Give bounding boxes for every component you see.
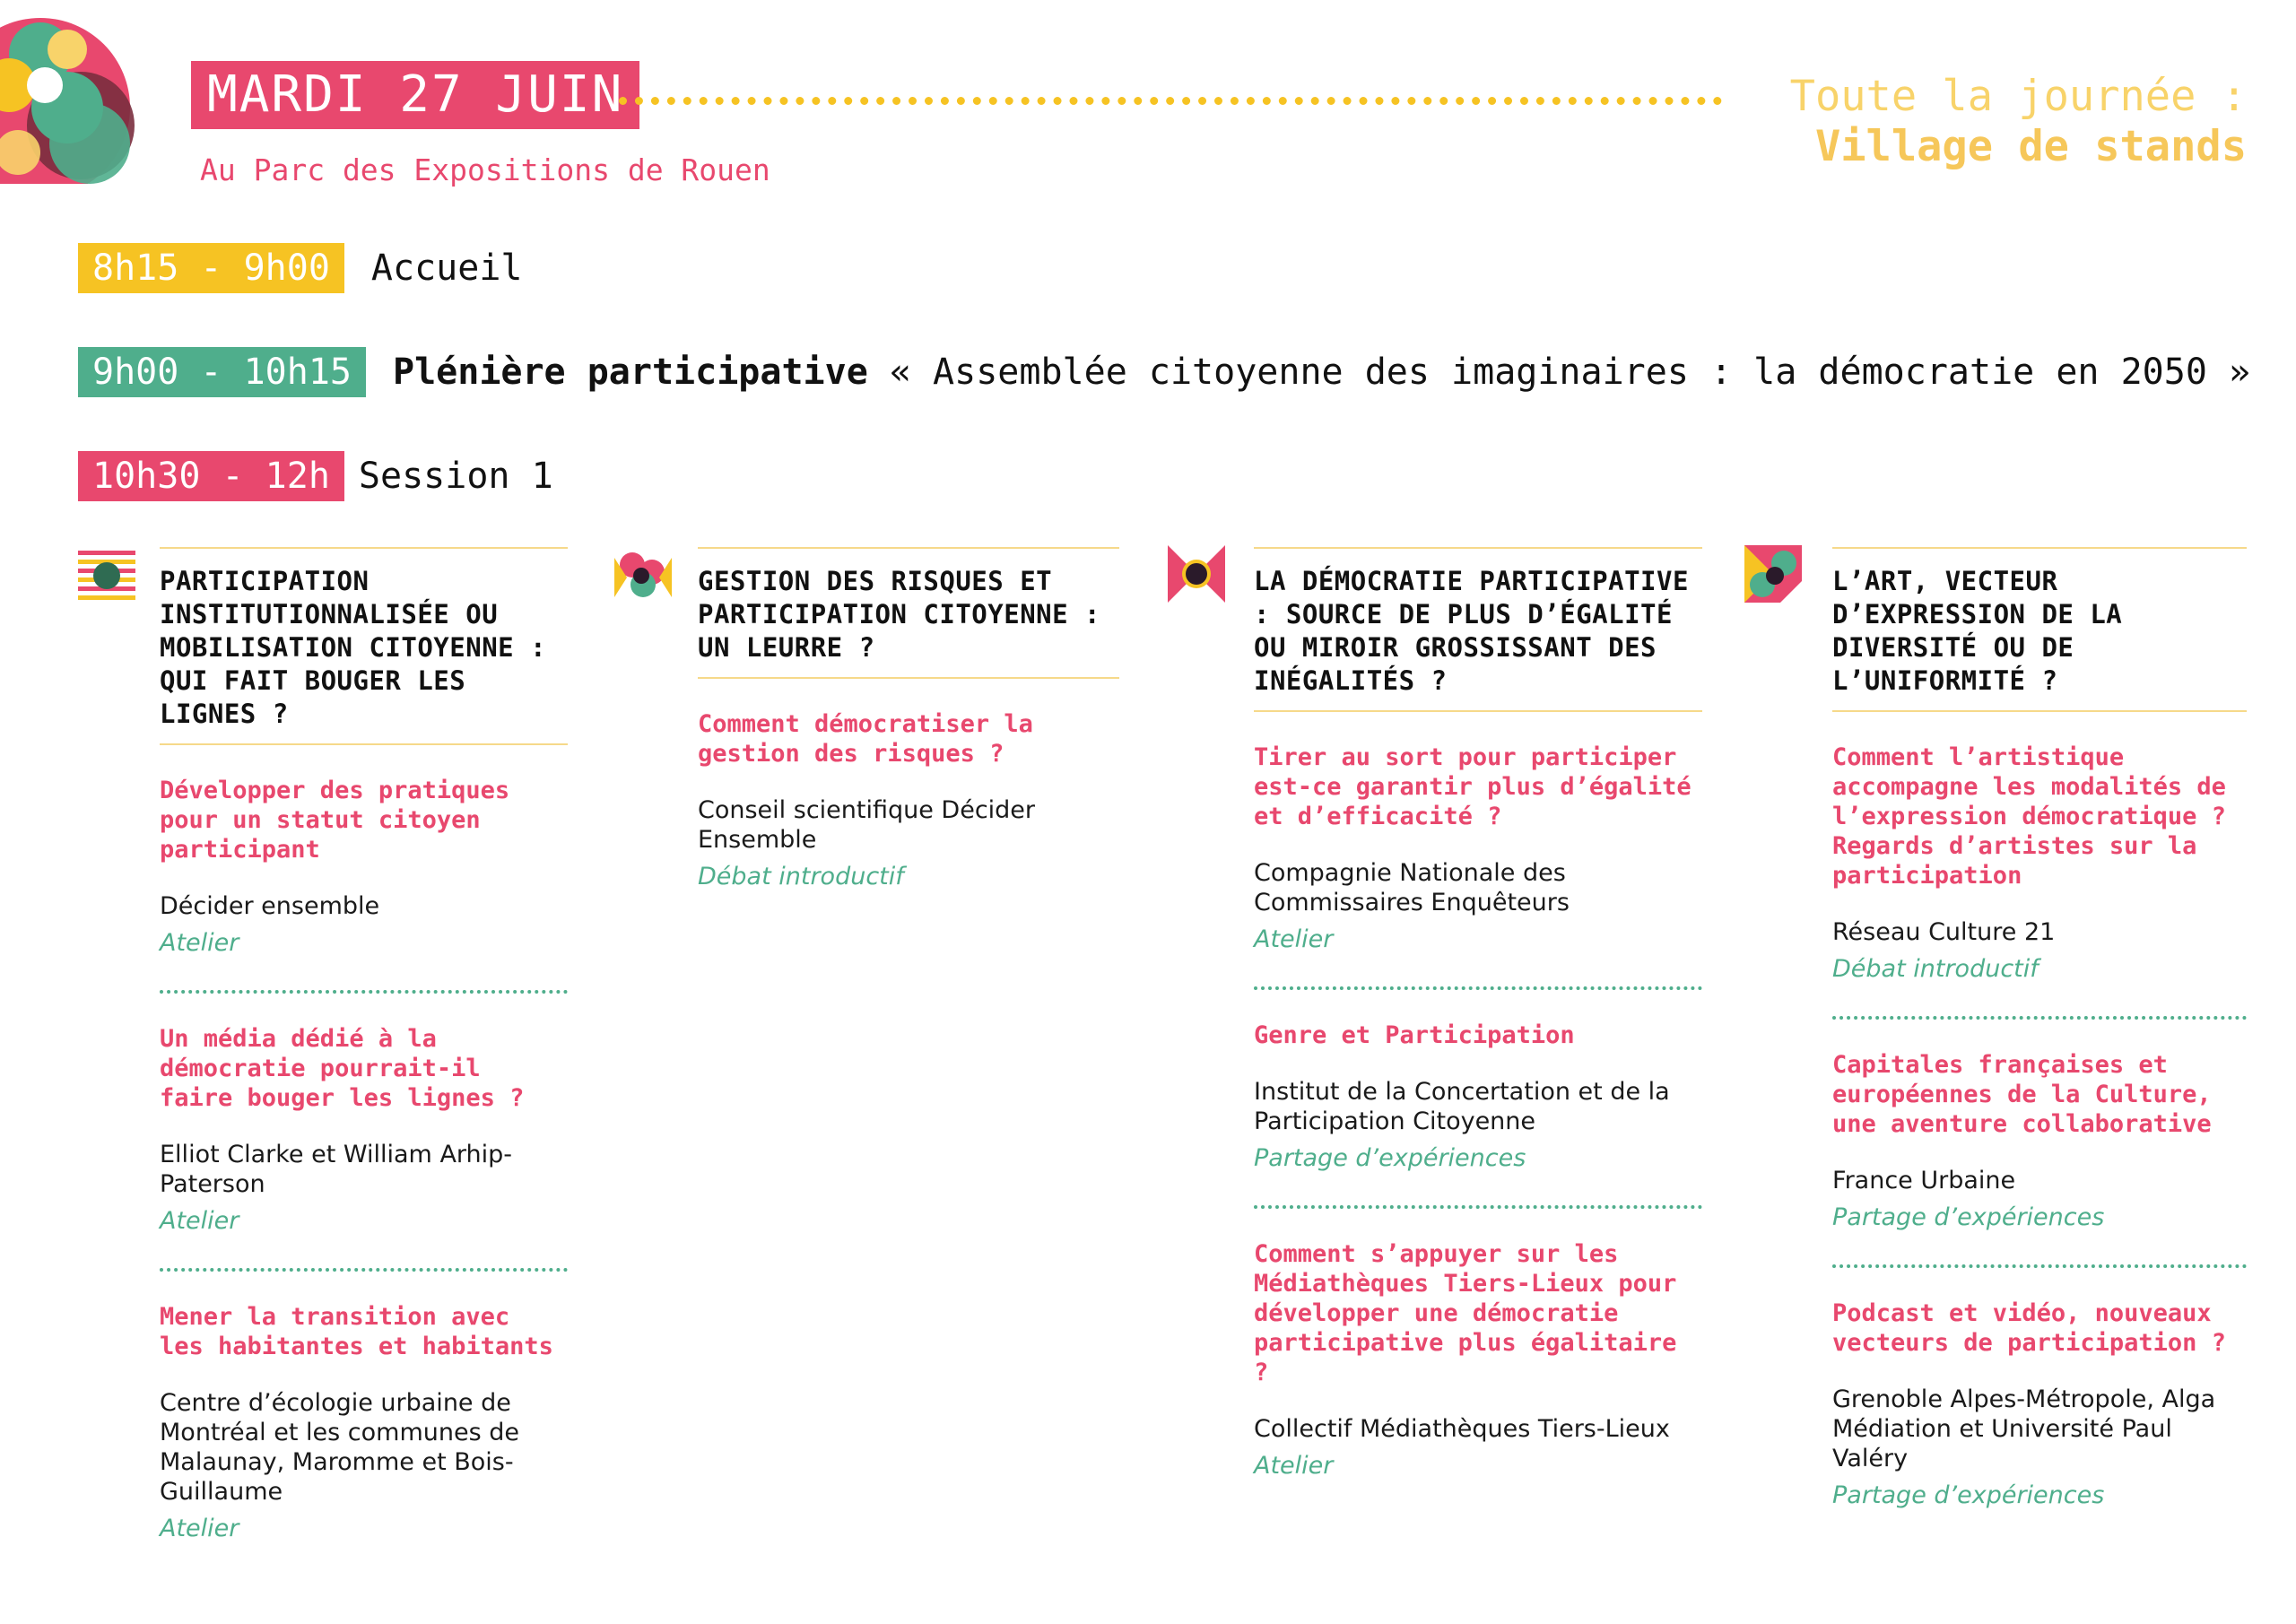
overlapping-circles-icon bbox=[614, 549, 672, 606]
session-question: Capitales françaises et européennes de la Culture, une aventure collaborative bbox=[1832, 1051, 2212, 1138]
track-column-3 bbox=[1254, 547, 1702, 1513]
all-day-line2: Village de stands bbox=[1814, 122, 2247, 171]
track-column-4 bbox=[1832, 547, 2247, 1542]
session-question: Mener la transition avec les habitantes et habitants bbox=[160, 1303, 553, 1360]
session-item bbox=[160, 994, 568, 1272]
track-title: GESTION DES RISQUES ET PARTICIPATION CITOYENNE : UN LEURRE ? bbox=[698, 547, 1119, 679]
session-question: Genre et Participation bbox=[1254, 1021, 1575, 1049]
session-organizer: Réseau Culture 21 bbox=[1832, 918, 2056, 946]
session-organizer: Centre d’écologie urbaine de Montréal et les communes de Malaunay, Maromme et Bois-Guillaume bbox=[160, 1389, 520, 1506]
session-item bbox=[698, 679, 1119, 924]
slot-label: Session 1 bbox=[358, 456, 553, 497]
slot-plenary bbox=[78, 347, 2250, 397]
session-organizer: Compagnie Nationale des Commissaires Enquêteurs bbox=[1254, 859, 1570, 916]
track-title: L’ART, VECTEUR D’EXPRESSION DE LA DIVERSITÉ OU DE L’UNIFORMITÉ ? bbox=[1832, 547, 2247, 712]
track-column-1 bbox=[160, 547, 568, 1576]
day-badge: MARDI 27 JUIN bbox=[191, 61, 639, 129]
session-item bbox=[160, 745, 568, 994]
slot-label bbox=[393, 352, 2250, 393]
session-item bbox=[1254, 712, 1702, 990]
all-day-note bbox=[1744, 72, 2247, 172]
session-organizer: Grenoble Alpes-Métropole, Alga Médiation et Université Paul Valéry bbox=[1832, 1385, 2216, 1472]
session-format: Partage d’expériences bbox=[1254, 1144, 1526, 1172]
session-format: Atelier bbox=[160, 1515, 239, 1542]
dotted-separator bbox=[619, 97, 1722, 105]
striped-circle-icon bbox=[78, 549, 135, 606]
session-item bbox=[1832, 1268, 2247, 1542]
slot-welcome bbox=[78, 243, 522, 293]
all-day-line1: Toute la journée : bbox=[1789, 72, 2247, 121]
session-item bbox=[1254, 990, 1702, 1209]
session-format: Atelier bbox=[1254, 1452, 1334, 1480]
slot-label-rest: « Assemblée citoyenne des imaginaires : la démocratie en 2050 » bbox=[889, 352, 2251, 393]
session-item bbox=[1832, 712, 2247, 1020]
session-format: Débat introductif bbox=[1832, 955, 2039, 983]
slot-time: 9h00 - 10h15 bbox=[78, 347, 366, 397]
session-question: Comment démocratiser la gestion des risques ? bbox=[698, 710, 1033, 768]
session-question: Tirer au sort pour participer est-ce garantir plus d’égalité et d’efficacité ? bbox=[1254, 743, 1692, 830]
session-question: Comment l’artistique accompagne les modalités de l’expression démocratique ? Regards d’artistes sur la participation bbox=[1832, 743, 2226, 890]
session-organizer: Elliot Clarke et William Arhip-Paterson bbox=[160, 1141, 513, 1198]
session-organizer: Décider ensemble bbox=[160, 892, 380, 920]
session-format: Atelier bbox=[160, 929, 239, 957]
session-format: Partage d’expériences bbox=[1832, 1481, 2105, 1509]
geometric-mosaic-icon bbox=[1744, 545, 1802, 603]
session-format: Débat introductif bbox=[698, 863, 904, 890]
session-format: Atelier bbox=[1254, 925, 1334, 953]
slot-label: Accueil bbox=[370, 248, 523, 289]
track-column-2 bbox=[698, 547, 1119, 924]
slot-label-bold: Plénière participative bbox=[392, 352, 868, 393]
venue-text: Au Parc des Expositions de Rouen bbox=[200, 152, 770, 187]
session-question: Développer des pratiques pour un statut citoyen participant bbox=[160, 777, 510, 864]
session-format: Atelier bbox=[160, 1207, 239, 1235]
session-question: Un média dédié à la démocratie pourrait-il faire bouger les lignes ? bbox=[160, 1025, 525, 1112]
slot-time: 10h30 - 12h bbox=[78, 451, 344, 501]
butterfly-shape-icon bbox=[1168, 545, 1225, 603]
session-item bbox=[1254, 1209, 1702, 1513]
session-format: Partage d’expériences bbox=[1832, 1203, 2105, 1231]
session-question: Comment s’appuyer sur les Médiathèques Tiers-Lieux pour développer une démocratie participative plus égalitaire ? bbox=[1254, 1240, 1677, 1386]
session-organizer: Institut de la Concertation et de la Participation Citoyenne bbox=[1254, 1078, 1670, 1135]
track-title: LA DÉMOCRATIE PARTICIPATIVE : SOURCE DE PLUS D’ÉGALITÉ OU MIROIR GROSSISSANT DES INÉGALITÉS ? bbox=[1254, 547, 1702, 712]
session-item bbox=[160, 1272, 568, 1576]
festival-logo bbox=[0, 0, 144, 184]
session-organizer: France Urbaine bbox=[1832, 1167, 2016, 1194]
session-item bbox=[1832, 1020, 2247, 1268]
session-organizer: Collectif Médiathèques Tiers-Lieux bbox=[1254, 1415, 1670, 1443]
session-organizer: Conseil scientifique Décider Ensemble bbox=[698, 796, 1036, 854]
slot-session-1 bbox=[78, 451, 553, 501]
slot-time: 8h15 - 9h00 bbox=[78, 243, 344, 293]
track-title: PARTICIPATION INSTITUTIONNALISÉE OU MOBILISATION CITOYENNE : QUI FAIT BOUGER LES LIGNES ? bbox=[160, 547, 568, 745]
session-question: Podcast et vidéo, nouveaux vecteurs de participation ? bbox=[1832, 1299, 2226, 1357]
